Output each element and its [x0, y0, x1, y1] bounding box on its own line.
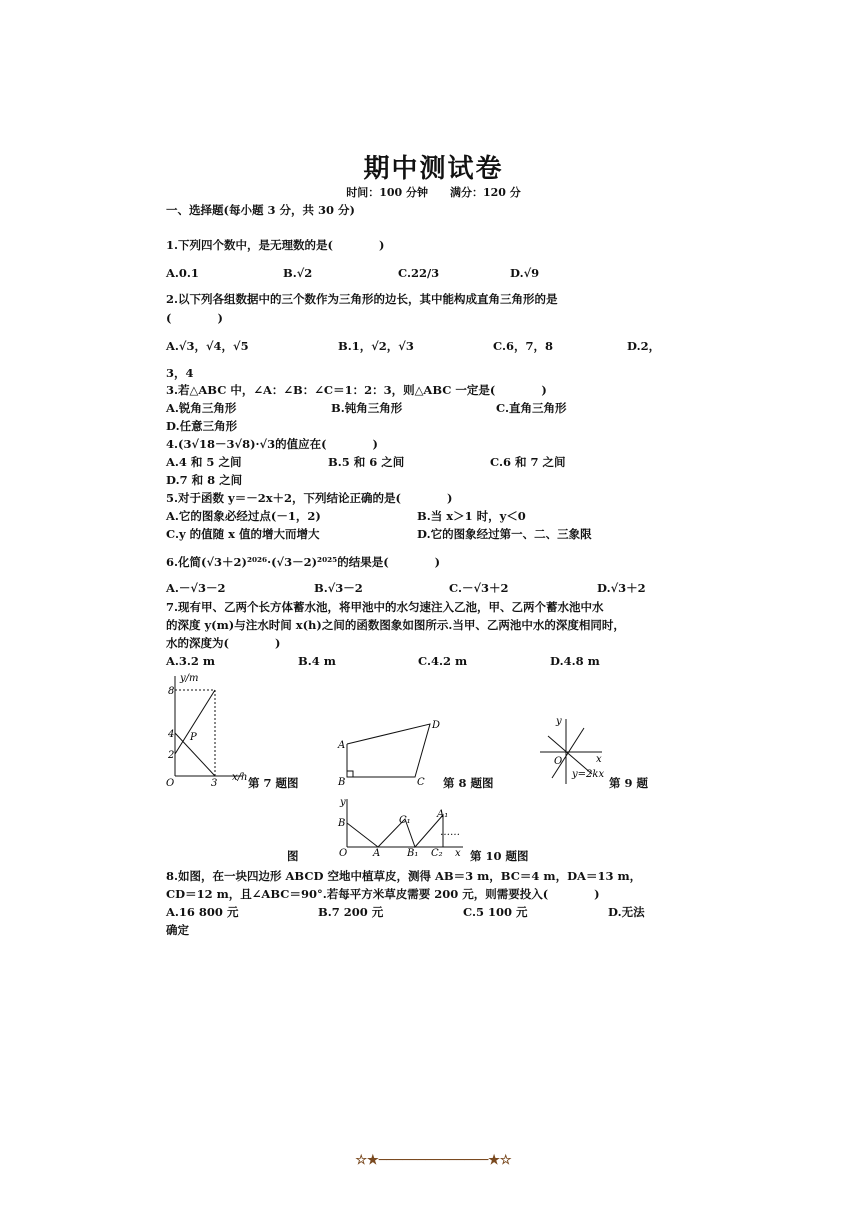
q5-option-a: A.它的图象必经过点(－1，2) — [166, 509, 321, 523]
exam-info: 时间：100 分钟 满分：120 分 — [346, 186, 521, 199]
q1-stem: 1.下列四个数中，是无理数的是( ) — [166, 238, 385, 252]
fig10-label-b: B — [338, 818, 346, 829]
fig7-tick-4: 4 — [168, 729, 175, 740]
fig8-label-a: A — [338, 740, 346, 751]
q3-stem: 3.若△ABC 中，∠A：∠B：∠C＝1：2：3，则△ABC 一定是( ) — [166, 383, 547, 397]
q4-option-c: C.6 和 7 之间 — [490, 455, 566, 469]
q5-stem: 5.对于函数 y＝－2x＋2，下列结论正确的是( ) — [166, 491, 453, 505]
q7-option-d: D.4.8 m — [550, 654, 600, 668]
figure-7 — [160, 672, 250, 792]
q1-option-a: A.0.1 — [166, 266, 199, 280]
fig10-label-x: x — [455, 848, 461, 859]
q7-option-c: C.4.2 m — [418, 654, 468, 668]
q2-option-b: B.1，√2，√3 — [338, 339, 414, 353]
page-title: 期中测试卷 — [363, 154, 504, 184]
fig7-tick-8: 8 — [168, 686, 175, 697]
fig10-left-label: 图 — [287, 849, 299, 863]
fig10-dots: …… — [440, 827, 460, 838]
fig10-label-y: y — [340, 797, 346, 808]
q3-option-a: A.锐角三角形 — [166, 401, 237, 415]
fig10-label-c1: C₁ — [399, 815, 411, 826]
figure-8 — [330, 718, 450, 793]
q5-option-b: B.当 x＞1 时，y＜0 — [417, 509, 526, 523]
q6-stem: 6.化简(√3＋2)²⁰²⁶·(√3－2)²⁰²⁵的结果是( ) — [166, 555, 441, 569]
q4-stem: 4.(3√18－3√8)·√3的值应在( ) — [166, 437, 378, 451]
fig8-label-d: D — [432, 720, 441, 731]
q3-option-d: D.任意三角形 — [166, 419, 238, 433]
fig9-line-label: y=2kx — [572, 769, 605, 780]
fig7-point-p: P — [190, 732, 197, 743]
q8-option-d-cont: 确定 — [166, 923, 189, 937]
q6-option-c: C.－√3＋2 — [449, 581, 509, 595]
q6-option-d: D.√3＋2 — [597, 581, 646, 595]
q5-option-d: D.它的图象经过第一、二、三象限 — [417, 527, 592, 541]
fig9-label-x: x — [596, 754, 602, 765]
fig7-y-label: y/m — [180, 673, 199, 684]
q8-option-c: C.5 100 元 — [463, 905, 528, 919]
figure-9 — [530, 714, 620, 789]
q8-line1: 8.如图，在一块四边形 ABCD 空地中植草皮，测得 AB＝3 m，BC＝4 m，DA＝13 m， — [166, 869, 642, 883]
section-heading: 一、选择题(每小题 3 分，共 30 分) — [166, 203, 355, 217]
fig9-label-y: y — [556, 716, 562, 727]
fig7-origin: O — [166, 778, 175, 789]
q2-paren: ( ) — [166, 311, 223, 325]
fig7-tick-2: 2 — [168, 750, 175, 761]
fig7-x-label: x/h — [232, 772, 248, 783]
figure-10 — [333, 793, 473, 865]
q1-option-d: D.√9 — [510, 266, 540, 280]
q3-option-c: C.直角三角形 — [496, 401, 567, 415]
q1-option-b: B.√2 — [283, 266, 313, 280]
q7-line3: 水的深度为( ) — [166, 636, 281, 650]
q7-option-a: A.3.2 m — [166, 654, 216, 668]
fig9-label-o: O — [554, 756, 563, 767]
q6-option-a: A.－√3－2 — [166, 581, 226, 595]
fig10-label-c2: C₂ — [431, 848, 443, 859]
q8-option-a: A.16 800 元 — [166, 905, 239, 919]
fig8-caption: 第 8 题图 — [443, 776, 494, 790]
q8-option-d: D.无法 — [608, 905, 645, 919]
q6-option-b: B.√3－2 — [314, 581, 363, 595]
q7-line2: 的深度 y(m)与注水时间 x(h)之间的函数图象如图所示.当甲、乙两池中水的深度相同时， — [166, 618, 625, 632]
q2-option-d-cont: 3，4 — [166, 366, 194, 380]
fig10-label-a1: A₁ — [437, 809, 449, 820]
fig10-label-b1: B₁ — [407, 848, 419, 859]
fig10-label-o: O — [339, 848, 348, 859]
footer-ornament: ☆★──────────────★☆ — [355, 1153, 512, 1168]
q7-line1: 7.现有甲、乙两个长方体蓄水池，将甲池中的水匀速注入乙池，甲、乙两个蓄水池中水 — [166, 600, 604, 614]
q2-option-d: D.2， — [627, 339, 661, 353]
fig8-label-c: C — [417, 777, 425, 788]
q8-line2: CD＝12 m，且∠ABC＝90°.若每平方米草皮需要 200 元，则需要投入( ) — [166, 887, 600, 901]
q2-option-a: A.√3，√4，√5 — [166, 339, 249, 353]
fig10-caption: 第 10 题图 — [470, 849, 529, 863]
q5-option-c: C.y 的值随 x 值的增大而增大 — [166, 527, 320, 541]
fig8-label-b: B — [338, 777, 346, 788]
q2-option-c: C.6，7，8 — [493, 339, 553, 353]
fig7-tick-3: 3 — [211, 778, 218, 789]
fig9-caption: 第 9 题 — [609, 776, 649, 790]
q4-option-a: A.4 和 5 之间 — [166, 455, 242, 469]
q8-option-b: B.7 200 元 — [318, 905, 384, 919]
q7-option-b: B.4 m — [298, 654, 336, 668]
fig10-label-a: A — [373, 848, 381, 859]
q4-option-b: B.5 和 6 之间 — [328, 455, 405, 469]
q4-option-d: D.7 和 8 之间 — [166, 473, 243, 487]
fig7-caption: 第 7 题图 — [248, 776, 299, 790]
q2-stem: 2.以下列各组数据中的三个数作为三角形的边长，其中能构成直角三角形的是 — [166, 292, 558, 306]
q3-option-b: B.钝角三角形 — [331, 401, 403, 415]
q1-option-c: C.22/3 — [398, 266, 440, 280]
